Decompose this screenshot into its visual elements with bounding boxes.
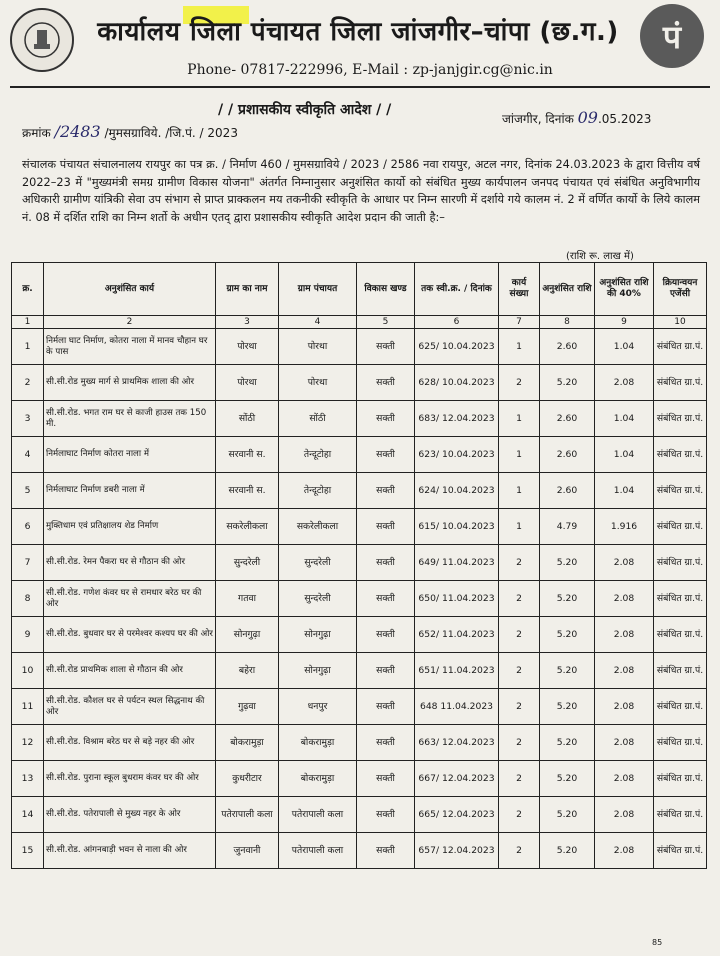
cell-amount: 5.20	[540, 761, 595, 797]
panchayat-logo: पं	[640, 4, 704, 68]
cell-amount: 2.60	[540, 473, 595, 509]
cell-sn: 6	[12, 509, 44, 545]
page-number: 85	[652, 938, 663, 947]
cell-amount: 5.20	[540, 581, 595, 617]
cell-agency: संबंधित ग्रा.पं.	[654, 761, 707, 797]
cell-count: 1	[499, 401, 540, 437]
cell-count: 2	[499, 833, 540, 869]
cell-sn: 9	[12, 617, 44, 653]
cell-ts: 652/ 11.04.2023	[415, 617, 499, 653]
cell-block: सक्ती	[357, 473, 415, 509]
cell-village: सुन्दरेली	[216, 545, 279, 581]
cell-agency: संबंधित ग्रा.पं.	[654, 401, 707, 437]
table-row	[12, 653, 707, 689]
cell-block: सक्ती	[357, 761, 415, 797]
cell-gp: सुन्दरेली	[279, 545, 357, 581]
cell-sn: 1	[12, 329, 44, 365]
column-number: 1	[12, 316, 44, 329]
column-header: अनुशंसित कार्य	[44, 263, 216, 316]
cell-gp: तेन्दूटोहा	[279, 473, 357, 509]
cell-gp: पोरथा	[279, 329, 357, 365]
cell-sn: 3	[12, 401, 44, 437]
cell-village: कुधरीटार	[216, 761, 279, 797]
cell-gp: बोकरामुड़ा	[279, 725, 357, 761]
cell-forty: 2.08	[595, 581, 654, 617]
cell-agency: संबंधित ग्रा.पं.	[654, 797, 707, 833]
cell-ts: 625/ 10.04.2023	[415, 329, 499, 365]
cell-sn: 5	[12, 473, 44, 509]
cell-amount: 2.60	[540, 401, 595, 437]
cell-sn: 7	[12, 545, 44, 581]
cell-village: सोंठी	[216, 401, 279, 437]
cell-work: निर्मलाघाट निर्माण कोतरा नाला में	[44, 437, 216, 473]
cell-ts: 665/ 12.04.2023	[415, 797, 499, 833]
cell-village: पतेरापाली कला	[216, 797, 279, 833]
cell-forty: 2.08	[595, 617, 654, 653]
contact-line: Phone- 07817-222996, E-Mail : zp-janjgir.cg@nic.in	[187, 62, 553, 78]
cell-village: सकरेलीकला	[216, 509, 279, 545]
cell-forty: 1.916	[595, 509, 654, 545]
order-paragraph: संचालक पंचायत संचालनालय रायपुर का पत्र क्र. / निर्माण 460 / मुमसग्राविये / 2023 / 2586 नवा रायपुर, अटल नगर, दिनांक 24.03.2023 के द्वारा वित्तीय वर्ष 2022–23 में "मुख्यमंत्री समग्र ग्रामीण विकास योजना" अंतर्गत निम्नानुसार अनुशंसित कार्यो को संबंधित मुख्य कार्यपालन जनपद पंचायत एवं संबंधित अनुविभागीय अधिकारी ग्रामीण यांत्रिकी सेवा उप संभाग से प्राप्त प्राक्कलन मय तकनीकी स्वीकृति के आधार पर निम्न सारणी में दर्शाये गये कालम नं. 2 में वर्णित कार्यो के लिये कालम नं. 08 में दर्शित राशि का निम्न शर्तो के अधीन एतद् द्वारा प्रशासकीय स्वीकृति आदेश प्रदान की जाती है:–	[22, 158, 700, 224]
table-row	[12, 581, 707, 617]
cell-gp: सोंठी	[279, 401, 357, 437]
cell-amount: 5.20	[540, 689, 595, 725]
cell-amount: 5.20	[540, 365, 595, 401]
cell-count: 2	[499, 689, 540, 725]
cell-work: सी.सी.रोड. कौशल घर से पर्यटन स्थल सिद्धनाथ की ओर	[44, 689, 216, 725]
cell-count: 2	[499, 725, 540, 761]
table-row	[12, 401, 707, 437]
cell-amount: 5.20	[540, 617, 595, 653]
order-number-suffix: /मुमसग्राविये. /जि.पं. / 2023	[104, 126, 238, 140]
cell-forty: 2.08	[595, 365, 654, 401]
office-title: कार्यालय जिला पंचायत जिला जांजगीर–चांपा (छ.ग.)	[97, 17, 619, 47]
cell-ts: 651/ 11.04.2023	[415, 653, 499, 689]
cell-sn: 8	[12, 581, 44, 617]
column-header: अनुशंसित राशि	[540, 263, 595, 316]
column-number: 4	[279, 316, 357, 329]
cell-sn: 4	[12, 437, 44, 473]
cell-ts: 663/ 12.04.2023	[415, 725, 499, 761]
cell-count: 2	[499, 365, 540, 401]
cell-sn: 14	[12, 797, 44, 833]
cell-forty: 1.04	[595, 329, 654, 365]
emblem-logo	[10, 8, 74, 72]
unit-note: (राशि रू. लाख में)	[566, 251, 634, 262]
column-number: 2	[44, 316, 216, 329]
cell-block: सक्ती	[357, 545, 415, 581]
cell-ts: 623/ 10.04.2023	[415, 437, 499, 473]
sanction-table	[11, 262, 707, 869]
cell-village: जुनवानी	[216, 833, 279, 869]
cell-count: 2	[499, 581, 540, 617]
cell-village: सरवानी स.	[216, 473, 279, 509]
cell-work: सी.सी.रोड प्राथमिक शाला से गौठान की ओर	[44, 653, 216, 689]
cell-ts: 649/ 11.04.2023	[415, 545, 499, 581]
table-row	[12, 761, 707, 797]
order-number	[22, 122, 238, 141]
cell-amount: 5.20	[540, 545, 595, 581]
cell-agency: संबंधित ग्रा.पं.	[654, 545, 707, 581]
column-header: अनुशंसित राशि की 40%	[595, 263, 654, 316]
cell-ts: 683/ 12.04.2023	[415, 401, 499, 437]
cell-work: सी.सी.रोड. आंगनबाड़ी भवन से नाला की ओर	[44, 833, 216, 869]
cell-forty: 2.08	[595, 833, 654, 869]
cell-village: बोकरामुड़ा	[216, 725, 279, 761]
cell-gp: सकरेलीकला	[279, 509, 357, 545]
cell-agency: संबंधित ग्रा.पं.	[654, 437, 707, 473]
column-header: विकास खण्ड	[357, 263, 415, 316]
cell-block: सक्ती	[357, 437, 415, 473]
cell-work: निर्मलाघाट निर्माण डबरी नाला में	[44, 473, 216, 509]
cell-forty: 2.08	[595, 545, 654, 581]
table-row	[12, 365, 707, 401]
cell-agency: संबंधित ग्रा.पं.	[654, 473, 707, 509]
column-number: 7	[499, 316, 540, 329]
column-number: 9	[595, 316, 654, 329]
cell-work: सी.सी.रोड. गणेश कंवर घर से रामधार बरेठ घर की ओर	[44, 581, 216, 617]
column-number: 3	[216, 316, 279, 329]
cell-gp: सुन्दरेली	[279, 581, 357, 617]
cell-forty: 2.08	[595, 653, 654, 689]
cell-block: सक्ती	[357, 581, 415, 617]
column-header: क्रियान्वयन एजेंसी	[654, 263, 707, 316]
cell-work: सी.सी.रोड. रेमन पैकरा घर से गौठान की ओर	[44, 545, 216, 581]
cell-sn: 10	[12, 653, 44, 689]
cell-village: पोरथा	[216, 365, 279, 401]
cell-count: 2	[499, 797, 540, 833]
cell-block: सक्ती	[357, 653, 415, 689]
cell-ts: 615/ 10.04.2023	[415, 509, 499, 545]
cell-work: सी.सी.रोड. भगत राम घर से काजी हाउस तक 150 मी.	[44, 401, 216, 437]
cell-amount: 4.79	[540, 509, 595, 545]
cell-count: 1	[499, 329, 540, 365]
cell-block: सक्ती	[357, 689, 415, 725]
cell-forty: 2.08	[595, 689, 654, 725]
order-date	[502, 108, 651, 127]
cell-agency: संबंधित ग्रा.पं.	[654, 509, 707, 545]
cell-block: सक्ती	[357, 617, 415, 653]
cell-village: सरवानी स.	[216, 437, 279, 473]
cell-agency: संबंधित ग्रा.पं.	[654, 329, 707, 365]
cell-sn: 12	[12, 725, 44, 761]
cell-village: सोनगुढ़ा	[216, 617, 279, 653]
cell-forty: 1.04	[595, 473, 654, 509]
cell-block: सक्ती	[357, 329, 415, 365]
table-row	[12, 437, 707, 473]
cell-block: सक्ती	[357, 833, 415, 869]
order-number-prefix: क्रमांक	[22, 126, 51, 140]
order-number-handwritten: /2483	[54, 122, 101, 141]
cell-agency: संबंधित ग्रा.पं.	[654, 581, 707, 617]
date-prefix: जांजगीर, दिनांक	[502, 112, 574, 126]
cell-ts: 648 11.04.2023	[415, 689, 499, 725]
cell-village: गतवा	[216, 581, 279, 617]
cell-amount: 5.20	[540, 797, 595, 833]
cell-block: सक्ती	[357, 797, 415, 833]
header-divider	[10, 86, 710, 88]
cell-amount: 5.20	[540, 725, 595, 761]
table-row	[12, 545, 707, 581]
cell-forty: 2.08	[595, 797, 654, 833]
column-number: 5	[357, 316, 415, 329]
cell-forty: 2.08	[595, 725, 654, 761]
cell-ts: 624/ 10.04.2023	[415, 473, 499, 509]
cell-forty: 1.04	[595, 437, 654, 473]
cell-sn: 11	[12, 689, 44, 725]
cell-amount: 2.60	[540, 437, 595, 473]
cell-forty: 1.04	[595, 401, 654, 437]
cell-work: सी.सी.रोड. पुराना स्कूल बुधराम कंवर घर की ओर	[44, 761, 216, 797]
table-row	[12, 329, 707, 365]
cell-gp: बोकरामुड़ा	[279, 761, 357, 797]
cell-gp: पतेरापाली कला	[279, 833, 357, 869]
cell-gp: सोनगुढ़ा	[279, 653, 357, 689]
cell-sn: 2	[12, 365, 44, 401]
cell-count: 1	[499, 509, 540, 545]
column-number-row	[12, 316, 707, 329]
column-header: क्र.	[12, 263, 44, 316]
cell-amount: 5.20	[540, 653, 595, 689]
cell-block: सक्ती	[357, 365, 415, 401]
cell-gp: पतेरापाली कला	[279, 797, 357, 833]
date-suffix: .05.2023	[597, 112, 652, 126]
cell-work: सी.सी.रोड. बुधवार घर से परमेश्वर कश्यप घर की ओर	[44, 617, 216, 653]
cell-village: गुढ़वा	[216, 689, 279, 725]
cell-agency: संबंधित ग्रा.पं.	[654, 653, 707, 689]
cell-work: सी.सी.रोड. पतेरापाली से मुख्य नहर के ओर	[44, 797, 216, 833]
cell-forty: 2.08	[595, 761, 654, 797]
cell-count: 1	[499, 437, 540, 473]
cell-block: सक्ती	[357, 509, 415, 545]
column-header: कार्य संख्या	[499, 263, 540, 316]
cell-count: 2	[499, 545, 540, 581]
column-header: ग्राम का नाम	[216, 263, 279, 316]
column-header: ग्राम पंचायत	[279, 263, 357, 316]
order-heading: / / प्रशासकीय स्वीकृति आदेश / /	[218, 102, 392, 118]
cell-ts: 628/ 10.04.2023	[415, 365, 499, 401]
cell-agency: संबंधित ग्रा.पं.	[654, 689, 707, 725]
cell-village: बहेरा	[216, 653, 279, 689]
table-row	[12, 473, 707, 509]
cell-work: सी.सी.रोड. विश्राम बरेठ घर से बड़े नहर की ओर	[44, 725, 216, 761]
cell-ts: 657/ 12.04.2023	[415, 833, 499, 869]
cell-gp: सोनगुढ़ा	[279, 617, 357, 653]
cell-agency: संबंधित ग्रा.पं.	[654, 725, 707, 761]
date-handwritten: 09	[577, 108, 598, 127]
cell-work: मुक्तिधाम एवं प्रतिक्षालय शेड निर्माण	[44, 509, 216, 545]
table-row	[12, 689, 707, 725]
cell-ts: 667/ 12.04.2023	[415, 761, 499, 797]
table-row	[12, 509, 707, 545]
cell-count: 2	[499, 653, 540, 689]
cell-amount: 5.20	[540, 833, 595, 869]
cell-gp: पोरथा	[279, 365, 357, 401]
table-row	[12, 797, 707, 833]
cell-block: सक्ती	[357, 725, 415, 761]
table-header-row	[12, 263, 707, 316]
cell-count: 2	[499, 761, 540, 797]
cell-agency: संबंधित ग्रा.पं.	[654, 617, 707, 653]
cell-sn: 13	[12, 761, 44, 797]
cell-block: सक्ती	[357, 401, 415, 437]
column-number: 10	[654, 316, 707, 329]
cell-count: 1	[499, 473, 540, 509]
cell-work: सी.सी.रोड मुख्य मार्ग से प्राथमिक शाला की ओर	[44, 365, 216, 401]
cell-amount: 2.60	[540, 329, 595, 365]
cell-agency: संबंधित ग्रा.पं.	[654, 833, 707, 869]
cell-ts: 650/ 11.04.2023	[415, 581, 499, 617]
cell-gp: धनपुर	[279, 689, 357, 725]
cell-sn: 15	[12, 833, 44, 869]
table-row	[12, 833, 707, 869]
column-header: तक स्वी.क्र. / दिनांक	[415, 263, 499, 316]
cell-gp: तेन्दूटोहा	[279, 437, 357, 473]
table-row	[12, 725, 707, 761]
emblem-icon	[22, 20, 62, 60]
table-row	[12, 617, 707, 653]
cell-count: 2	[499, 617, 540, 653]
cell-village: पोरथा	[216, 329, 279, 365]
column-number: 6	[415, 316, 499, 329]
cell-agency: संबंधित ग्रा.पं.	[654, 365, 707, 401]
column-number: 8	[540, 316, 595, 329]
cell-work: निर्मला घाट निर्माण, कोतरा नाला में मानव चौहान घर के पास	[44, 329, 216, 365]
